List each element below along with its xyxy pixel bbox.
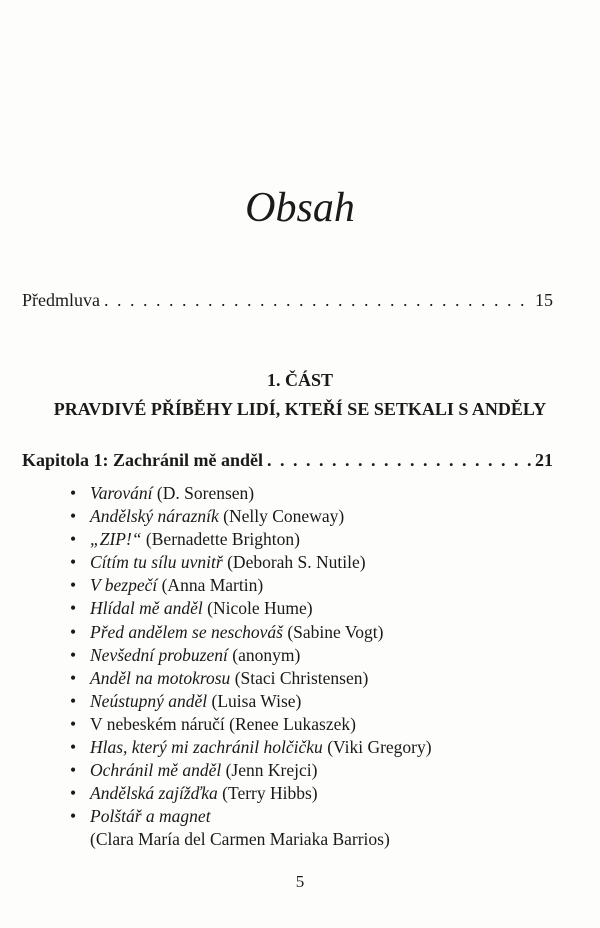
bullet-icon: • <box>70 760 77 781</box>
list-item <box>66 736 432 759</box>
story-author: (Deborah S. Nutile) <box>227 552 366 573</box>
entry-page: 21 <box>535 450 553 470</box>
story-title: V bezpečí <box>90 575 158 596</box>
bullet-icon: • <box>70 506 77 527</box>
bullet-icon: • <box>70 529 77 550</box>
toc-entry-preface <box>22 290 553 311</box>
entry-page: 15 <box>535 290 553 310</box>
story-author: (anonym) <box>232 644 301 665</box>
bullet-icon: • <box>70 598 77 619</box>
story-title: Ochránil mě anděl <box>90 760 222 781</box>
list-item <box>66 667 432 690</box>
entry-label: Předmluva <box>22 290 100 310</box>
story-title: „ZIP!“ <box>90 529 142 550</box>
story-author: (Nelly Coneway) <box>223 506 345 527</box>
bullet-icon: • <box>70 667 77 688</box>
story-author: (Bernadette Brighton) <box>145 529 300 550</box>
part-title: PRAVDIVÉ PŘÍBĚHY LIDÍ, KTEŘÍ SE SETKALI S ANDĚLY <box>53 399 547 419</box>
story-title: Cítím tu sílu uvnitř <box>90 552 223 573</box>
list-item <box>66 551 432 574</box>
list-item <box>66 759 432 782</box>
page-title: Obsah <box>245 185 355 231</box>
entry-label: Kapitola 1: Zachránil mě anděl <box>22 450 264 470</box>
bullet-icon: • <box>70 806 77 827</box>
story-author: (Luisa Wise) <box>211 690 302 711</box>
story-title: Andělská zajížďka <box>90 783 218 804</box>
list-item <box>66 621 432 644</box>
leader-dots <box>267 450 531 471</box>
story-list <box>66 482 432 850</box>
bullet-icon: • <box>70 552 77 573</box>
bullet-icon: • <box>70 737 77 758</box>
story-title: Nevšední probuzení <box>90 644 228 665</box>
story-author: (Nicole Hume) <box>207 598 313 619</box>
story-author: (Jenn Krejci) <box>225 760 318 781</box>
bullet-icon: • <box>70 783 77 804</box>
story-title: Polštář a magnet <box>90 806 211 827</box>
story-title: Varování <box>90 483 153 503</box>
story-author: (Clara María del Carmen Mariaka Barrios) <box>90 829 390 850</box>
story-author: (Staci Christensen) <box>234 667 369 688</box>
list-item <box>66 690 432 713</box>
list-item <box>66 713 432 736</box>
story-title: Hlídal mě anděl <box>90 598 203 619</box>
list-item <box>66 805 432 850</box>
story-author: (Anna Martin) <box>161 575 264 596</box>
leader-dots <box>104 290 531 311</box>
list-item <box>66 644 432 667</box>
story-author: (Terry Hibbs) <box>222 783 318 804</box>
bullet-icon: • <box>70 690 77 711</box>
bullet-icon: • <box>70 483 77 503</box>
list-item <box>66 482 432 505</box>
list-item <box>66 597 432 620</box>
story-title: Anděl na motokrosu <box>90 667 231 688</box>
page-number: 5 <box>295 872 305 891</box>
story-author: (Sabine Vogt) <box>287 621 384 642</box>
story-title: Neústupný anděl <box>90 690 208 711</box>
list-item <box>66 528 432 551</box>
part-number: 1. ČÁST <box>266 370 333 390</box>
story-title: Před andělem se neschováš <box>90 621 283 642</box>
story-author: (D. Sorensen) <box>156 483 255 503</box>
bullet-icon: • <box>70 713 77 734</box>
bullet-icon: • <box>70 644 77 665</box>
bullet-icon: • <box>70 621 77 642</box>
story-title: Andělský nárazník <box>90 506 219 527</box>
story-author: V nebeském náručí (Renee Lukaszek) <box>90 713 356 734</box>
bullet-icon: • <box>70 575 77 596</box>
list-item <box>66 574 432 597</box>
story-author: (Viki Gregory) <box>327 737 432 758</box>
story-title: Hlas, který mi zachránil holčičku <box>90 737 323 758</box>
list-item <box>66 505 432 528</box>
toc-entry-chapter <box>22 450 553 471</box>
list-item <box>66 782 432 805</box>
